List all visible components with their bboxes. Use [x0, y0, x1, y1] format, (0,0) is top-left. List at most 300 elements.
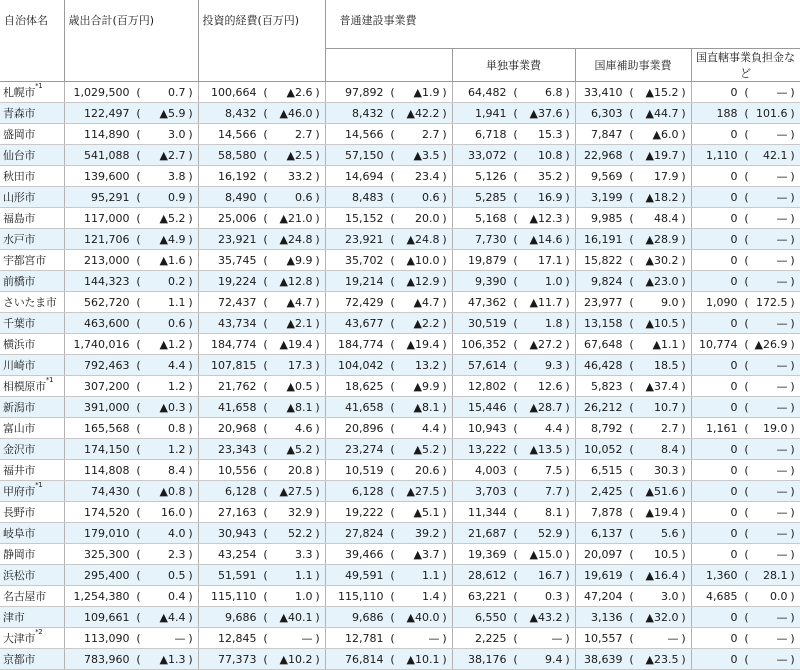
national-direct-expenses-cell [691, 439, 800, 460]
total-expenditure-change [136, 380, 194, 393]
subsidized-expenses-cell [575, 439, 691, 460]
paren-open: ( [744, 316, 749, 330]
paren-open: ( [513, 631, 518, 645]
national-direct-expenses-value: 0 [730, 85, 738, 99]
construction-expenses-value: 76,814 [345, 652, 384, 666]
municipality-cell [0, 355, 64, 376]
paren-close: ) [315, 316, 320, 330]
total-expenditure-cell [64, 82, 198, 103]
national-direct-expenses-value: 0 [730, 610, 738, 624]
independent-expenses-change [513, 611, 571, 624]
paren-open: ( [390, 505, 395, 519]
paren-open: ( [390, 274, 395, 288]
total-expenditure-value: 121,706 [84, 232, 130, 246]
investment-expenses-value: 43,734 [218, 316, 257, 330]
municipality-name: 水戸市 [3, 233, 36, 246]
investment-expenses-cell [198, 187, 325, 208]
paren-open: ( [744, 526, 749, 540]
paren-close: ) [188, 232, 193, 246]
subsidized-expenses-value: 9,569 [591, 169, 623, 183]
paren-open: ( [263, 400, 268, 414]
national-direct-expenses-value: 0 [730, 652, 738, 666]
construction-expenses-change [390, 422, 448, 435]
header-total-expenditure: 歳出合計(百万円) [64, 0, 198, 82]
paren-open: ( [629, 463, 634, 477]
construction-expenses-value: 6,128 [352, 484, 384, 498]
paren-open: ( [629, 316, 634, 330]
national-direct-expenses-value: 0 [730, 190, 738, 204]
independent-expenses-cell [452, 187, 575, 208]
independent-expenses-change [513, 569, 571, 582]
independent-expenses-change [513, 380, 571, 393]
independent-expenses-change [513, 296, 571, 309]
paren-open: ( [390, 127, 395, 141]
construction-expenses-value: 20,896 [345, 421, 384, 435]
header-subsidized: 国庫補助事業費 [575, 49, 691, 82]
independent-expenses-value: 38,176 [468, 652, 507, 666]
investment-expenses-change [263, 149, 321, 162]
construction-expenses-cell [325, 376, 452, 397]
national-direct-expenses-change-value: — [776, 253, 788, 267]
subsidized-expenses-value: 2,425 [591, 484, 623, 498]
paren-close: ) [565, 610, 570, 624]
investment-expenses-cell [198, 334, 325, 355]
paren-open: ( [629, 568, 634, 582]
total-expenditure-change [136, 149, 194, 162]
paren-open: ( [629, 484, 634, 498]
national-direct-expenses-change-value: — [776, 610, 788, 624]
paren-close: ) [681, 484, 686, 498]
paren-open: ( [513, 463, 518, 477]
header-municipality: 自治体名 [0, 0, 64, 82]
paren-open: ( [263, 190, 268, 204]
paren-open: ( [263, 610, 268, 624]
independent-expenses-change-value: 7.5 [545, 463, 563, 477]
paren-open: ( [136, 589, 141, 603]
paren-open: ( [136, 484, 141, 498]
subsidized-expenses-change [629, 611, 687, 624]
total-expenditure-change-value: 1.2 [168, 442, 186, 456]
total-expenditure-change-value: 2.3 [168, 547, 186, 561]
municipality-name: 青森市 [3, 107, 36, 120]
investment-expenses-value: 43,254 [218, 547, 257, 561]
paren-close: ) [442, 631, 447, 645]
investment-expenses-change [263, 338, 321, 351]
construction-expenses-value: 14,694 [345, 169, 384, 183]
table-row [0, 460, 800, 481]
paren-close: ) [315, 442, 320, 456]
total-expenditure-cell [64, 271, 198, 292]
paren-close: ) [565, 85, 570, 99]
investment-expenses-change [263, 506, 321, 519]
investment-expenses-cell [198, 607, 325, 628]
investment-expenses-value: 8,490 [225, 190, 257, 204]
independent-expenses-change-value: ▲14.6 [529, 232, 563, 246]
national-direct-expenses-change [744, 590, 796, 603]
total-expenditure-cell [64, 376, 198, 397]
table-row [0, 229, 800, 250]
independent-expenses-change-value: ▲37.6 [529, 106, 563, 120]
paren-close: ) [790, 337, 795, 351]
independent-expenses-change-value: ▲28.7 [529, 400, 563, 414]
paren-open: ( [513, 190, 518, 204]
paren-open: ( [390, 547, 395, 561]
independent-expenses-cell [452, 229, 575, 250]
subsidized-expenses-change-value: ▲32.0 [645, 610, 679, 624]
independent-expenses-cell [452, 628, 575, 649]
subsidized-expenses-value: 8,792 [591, 421, 623, 435]
construction-expenses-change [390, 296, 448, 309]
paren-close: ) [681, 505, 686, 519]
national-direct-expenses-cell [691, 145, 800, 166]
total-expenditure-cell [64, 649, 198, 670]
paren-open: ( [513, 127, 518, 141]
subsidized-expenses-cell [575, 166, 691, 187]
investment-expenses-change [263, 275, 321, 288]
subsidized-expenses-value: 33,410 [584, 85, 623, 99]
construction-expenses-change-value: ▲5.1 [413, 505, 440, 519]
municipality-cell [0, 523, 64, 544]
national-direct-expenses-cell [691, 586, 800, 607]
total-expenditure-change [136, 233, 194, 246]
paren-open: ( [390, 526, 395, 540]
paren-close: ) [790, 589, 795, 603]
paren-close: ) [315, 85, 320, 99]
paren-open: ( [744, 652, 749, 666]
paren-open: ( [263, 589, 268, 603]
construction-expenses-change-value: ▲8.1 [413, 400, 440, 414]
subsidized-expenses-value: 6,137 [591, 526, 623, 540]
subsidized-expenses-change-value: 10.5 [654, 547, 679, 561]
construction-expenses-change [390, 149, 448, 162]
paren-open: ( [513, 169, 518, 183]
paren-close: ) [681, 274, 686, 288]
investment-expenses-change [263, 86, 321, 99]
paren-open: ( [513, 526, 518, 540]
municipality-cell [0, 628, 64, 649]
investment-expenses-value: 41,658 [218, 400, 257, 414]
independent-expenses-change-value: 4.4 [545, 421, 563, 435]
paren-open: ( [513, 253, 518, 267]
investment-expenses-change-value: 20.8 [288, 463, 313, 477]
construction-expenses-value: 23,274 [345, 442, 384, 456]
subsidized-expenses-change-value: 18.5 [654, 358, 679, 372]
table-row [0, 103, 800, 124]
total-expenditure-change [136, 86, 194, 99]
construction-expenses-value: 57,150 [345, 148, 384, 162]
municipality-name: 札幌市 [3, 86, 36, 99]
paren-close: ) [442, 169, 447, 183]
paren-close: ) [188, 505, 193, 519]
paren-open: ( [263, 547, 268, 561]
construction-expenses-change-value: ▲24.8 [406, 232, 440, 246]
paren-close: ) [790, 85, 795, 99]
table-row [0, 523, 800, 544]
subsidized-expenses-change [629, 128, 687, 141]
paren-open: ( [390, 442, 395, 456]
total-expenditure-change-value: — [174, 631, 186, 645]
paren-close: ) [442, 337, 447, 351]
paren-close: ) [315, 589, 320, 603]
national-direct-expenses-cell [691, 313, 800, 334]
paren-close: ) [681, 421, 686, 435]
total-expenditure-change-value: 0.9 [168, 190, 186, 204]
paren-open: ( [263, 211, 268, 225]
paren-open: ( [744, 547, 749, 561]
national-direct-expenses-value: 0 [730, 526, 738, 540]
national-direct-expenses-change-value: — [776, 316, 788, 330]
investment-expenses-cell [198, 355, 325, 376]
table-row [0, 628, 800, 649]
investment-expenses-value: 30,943 [218, 526, 257, 540]
municipality-name: 金沢市 [3, 443, 36, 456]
national-direct-expenses-value: 0 [730, 358, 738, 372]
construction-expenses-value: 39,466 [345, 547, 384, 561]
paren-open: ( [136, 505, 141, 519]
municipality-name: 福島市 [3, 212, 36, 225]
independent-expenses-value: 4,003 [475, 463, 507, 477]
subsidized-expenses-change-value: 2.7 [661, 421, 679, 435]
total-expenditure-value: 114,808 [84, 463, 130, 477]
subsidized-expenses-change [629, 191, 687, 204]
construction-expenses-change [390, 506, 448, 519]
subsidized-expenses-cell [575, 229, 691, 250]
paren-close: ) [188, 295, 193, 309]
paren-close: ) [565, 316, 570, 330]
construction-expenses-change [390, 485, 448, 498]
national-direct-expenses-value: 0 [730, 505, 738, 519]
national-direct-expenses-change-value: — [776, 526, 788, 540]
total-expenditure-value: 95,291 [91, 190, 130, 204]
national-direct-expenses-change-value: — [776, 85, 788, 99]
investment-expenses-change [263, 548, 321, 561]
total-expenditure-cell [64, 124, 198, 145]
investment-expenses-cell [198, 124, 325, 145]
independent-expenses-cell [452, 544, 575, 565]
paren-close: ) [565, 421, 570, 435]
national-direct-expenses-cell [691, 397, 800, 418]
national-direct-expenses-value: 1,161 [706, 421, 738, 435]
subsidized-expenses-change [629, 422, 687, 435]
table-row [0, 124, 800, 145]
investment-expenses-cell [198, 229, 325, 250]
paren-close: ) [790, 484, 795, 498]
independent-expenses-cell [452, 502, 575, 523]
independent-expenses-change-value: ▲13.5 [529, 442, 563, 456]
total-expenditure-change [136, 107, 194, 120]
investment-expenses-value: 100,664 [211, 85, 257, 99]
paren-close: ) [188, 358, 193, 372]
municipality-cell [0, 145, 64, 166]
national-direct-expenses-change [744, 506, 796, 519]
paren-close: ) [790, 295, 795, 309]
subsidized-expenses-change-value: 3.0 [661, 589, 679, 603]
national-direct-expenses-change [744, 464, 796, 477]
subsidized-expenses-cell [575, 103, 691, 124]
paren-open: ( [136, 400, 141, 414]
independent-expenses-cell [452, 103, 575, 124]
national-direct-expenses-value: 1,090 [706, 295, 738, 309]
paren-close: ) [565, 442, 570, 456]
independent-expenses-cell [452, 82, 575, 103]
construction-expenses-cell [325, 607, 452, 628]
national-direct-expenses-change-value: — [776, 379, 788, 393]
paren-close: ) [565, 589, 570, 603]
paren-close: ) [681, 610, 686, 624]
paren-close: ) [681, 316, 686, 330]
paren-close: ) [565, 253, 570, 267]
national-direct-expenses-change [744, 317, 796, 330]
paren-open: ( [390, 316, 395, 330]
construction-expenses-change-value: 1.1 [422, 568, 440, 582]
municipality-cell [0, 460, 64, 481]
construction-expenses-value: 14,566 [345, 127, 384, 141]
paren-open: ( [136, 463, 141, 477]
paren-open: ( [136, 274, 141, 288]
paren-open: ( [136, 421, 141, 435]
municipality-name: 富山市 [3, 422, 36, 435]
total-expenditure-cell [64, 460, 198, 481]
municipality-name: 宇都宮市 [3, 254, 46, 267]
independent-expenses-value: 1,941 [475, 106, 507, 120]
independent-expenses-change-value: 8.1 [545, 505, 563, 519]
total-expenditure-change-value: 1.1 [168, 295, 186, 309]
construction-expenses-change-value: ▲42.2 [406, 106, 440, 120]
construction-expenses-change-value: 0.6 [422, 190, 440, 204]
paren-close: ) [565, 505, 570, 519]
construction-expenses-change [390, 548, 448, 561]
paren-close: ) [442, 484, 447, 498]
paren-open: ( [390, 106, 395, 120]
paren-close: ) [681, 652, 686, 666]
subsidized-expenses-cell [575, 481, 691, 502]
paren-close: ) [442, 568, 447, 582]
subsidized-expenses-cell [575, 628, 691, 649]
subsidized-expenses-change [629, 212, 687, 225]
paren-close: ) [681, 169, 686, 183]
paren-open: ( [513, 400, 518, 414]
total-expenditure-value: 113,090 [84, 631, 130, 645]
total-expenditure-change [136, 296, 194, 309]
paren-close: ) [790, 127, 795, 141]
paren-close: ) [188, 379, 193, 393]
paren-open: ( [390, 85, 395, 99]
subsidized-expenses-change-value: ▲6.0 [652, 127, 679, 141]
municipality-name: 横浜市 [3, 338, 36, 351]
paren-close: ) [790, 505, 795, 519]
total-expenditure-cell [64, 586, 198, 607]
total-expenditure-change [136, 275, 194, 288]
paren-close: ) [315, 547, 320, 561]
construction-expenses-change [390, 254, 448, 267]
subsidized-expenses-change-value: ▲10.5 [645, 316, 679, 330]
paren-close: ) [188, 337, 193, 351]
investment-expenses-change [263, 653, 321, 666]
independent-expenses-change-value: ▲12.3 [529, 211, 563, 225]
construction-expenses-cell [325, 502, 452, 523]
independent-expenses-change [513, 275, 571, 288]
independent-expenses-value: 6,718 [475, 127, 507, 141]
total-expenditure-change-value: ▲1.3 [159, 652, 186, 666]
national-direct-expenses-change-value: — [776, 127, 788, 141]
table-row [0, 481, 800, 502]
investment-expenses-change-value: ▲0.5 [286, 379, 313, 393]
paren-open: ( [629, 442, 634, 456]
independent-expenses-change [513, 590, 571, 603]
total-expenditure-change-value: ▲4.4 [159, 610, 186, 624]
investment-expenses-cell [198, 628, 325, 649]
paren-open: ( [390, 484, 395, 498]
paren-open: ( [629, 400, 634, 414]
construction-expenses-change-value: ▲1.9 [413, 85, 440, 99]
paren-close: ) [315, 505, 320, 519]
subsidized-expenses-cell [575, 649, 691, 670]
investment-expenses-cell [198, 481, 325, 502]
paren-open: ( [744, 358, 749, 372]
independent-expenses-change [513, 632, 571, 645]
total-expenditure-value: 139,600 [84, 169, 130, 183]
paren-close: ) [315, 358, 320, 372]
municipality-name: さいたま市 [3, 296, 57, 309]
paren-close: ) [315, 337, 320, 351]
paren-open: ( [629, 190, 634, 204]
paren-open: ( [513, 589, 518, 603]
table-row [0, 397, 800, 418]
paren-close: ) [790, 274, 795, 288]
total-expenditure-change-value: 3.0 [168, 127, 186, 141]
municipality-name: 津市 [3, 611, 25, 624]
national-direct-expenses-change-value: 101.6 [756, 106, 788, 120]
header-ordinary-construction-spacer [325, 49, 452, 82]
subsidized-expenses-change [629, 527, 687, 540]
municipality-cell [0, 418, 64, 439]
municipality-name: 新潟市 [3, 401, 36, 414]
paren-open: ( [629, 652, 634, 666]
total-expenditure-cell [64, 628, 198, 649]
independent-expenses-change [513, 107, 571, 120]
paren-open: ( [629, 169, 634, 183]
independent-expenses-change [513, 527, 571, 540]
subsidized-expenses-value: 7,847 [591, 127, 623, 141]
total-expenditure-value: 213,000 [84, 253, 130, 267]
total-expenditure-change-value: 0.8 [168, 421, 186, 435]
national-direct-expenses-change [744, 548, 796, 561]
paren-close: ) [442, 148, 447, 162]
construction-expenses-change [390, 86, 448, 99]
investment-expenses-change [263, 296, 321, 309]
independent-expenses-value: 13,222 [468, 442, 507, 456]
national-direct-expenses-value: 0 [730, 127, 738, 141]
paren-open: ( [390, 463, 395, 477]
subsidized-expenses-change [629, 443, 687, 456]
municipality-name: 秋田市 [3, 170, 36, 183]
independent-expenses-change-value: 10.8 [538, 148, 563, 162]
paren-close: ) [790, 106, 795, 120]
construction-expenses-value: 19,214 [345, 274, 384, 288]
total-expenditure-change-value: 0.5 [168, 568, 186, 582]
construction-expenses-value: 184,774 [338, 337, 384, 351]
independent-expenses-change [513, 86, 571, 99]
paren-close: ) [681, 358, 686, 372]
construction-expenses-change [390, 191, 448, 204]
construction-expenses-cell [325, 586, 452, 607]
subsidized-expenses-change-value: ▲19.4 [645, 505, 679, 519]
construction-expenses-value: 19,222 [345, 505, 384, 519]
construction-expenses-change [390, 233, 448, 246]
investment-expenses-cell [198, 271, 325, 292]
municipality-cell [0, 502, 64, 523]
total-expenditure-change-value: 0.2 [168, 274, 186, 288]
